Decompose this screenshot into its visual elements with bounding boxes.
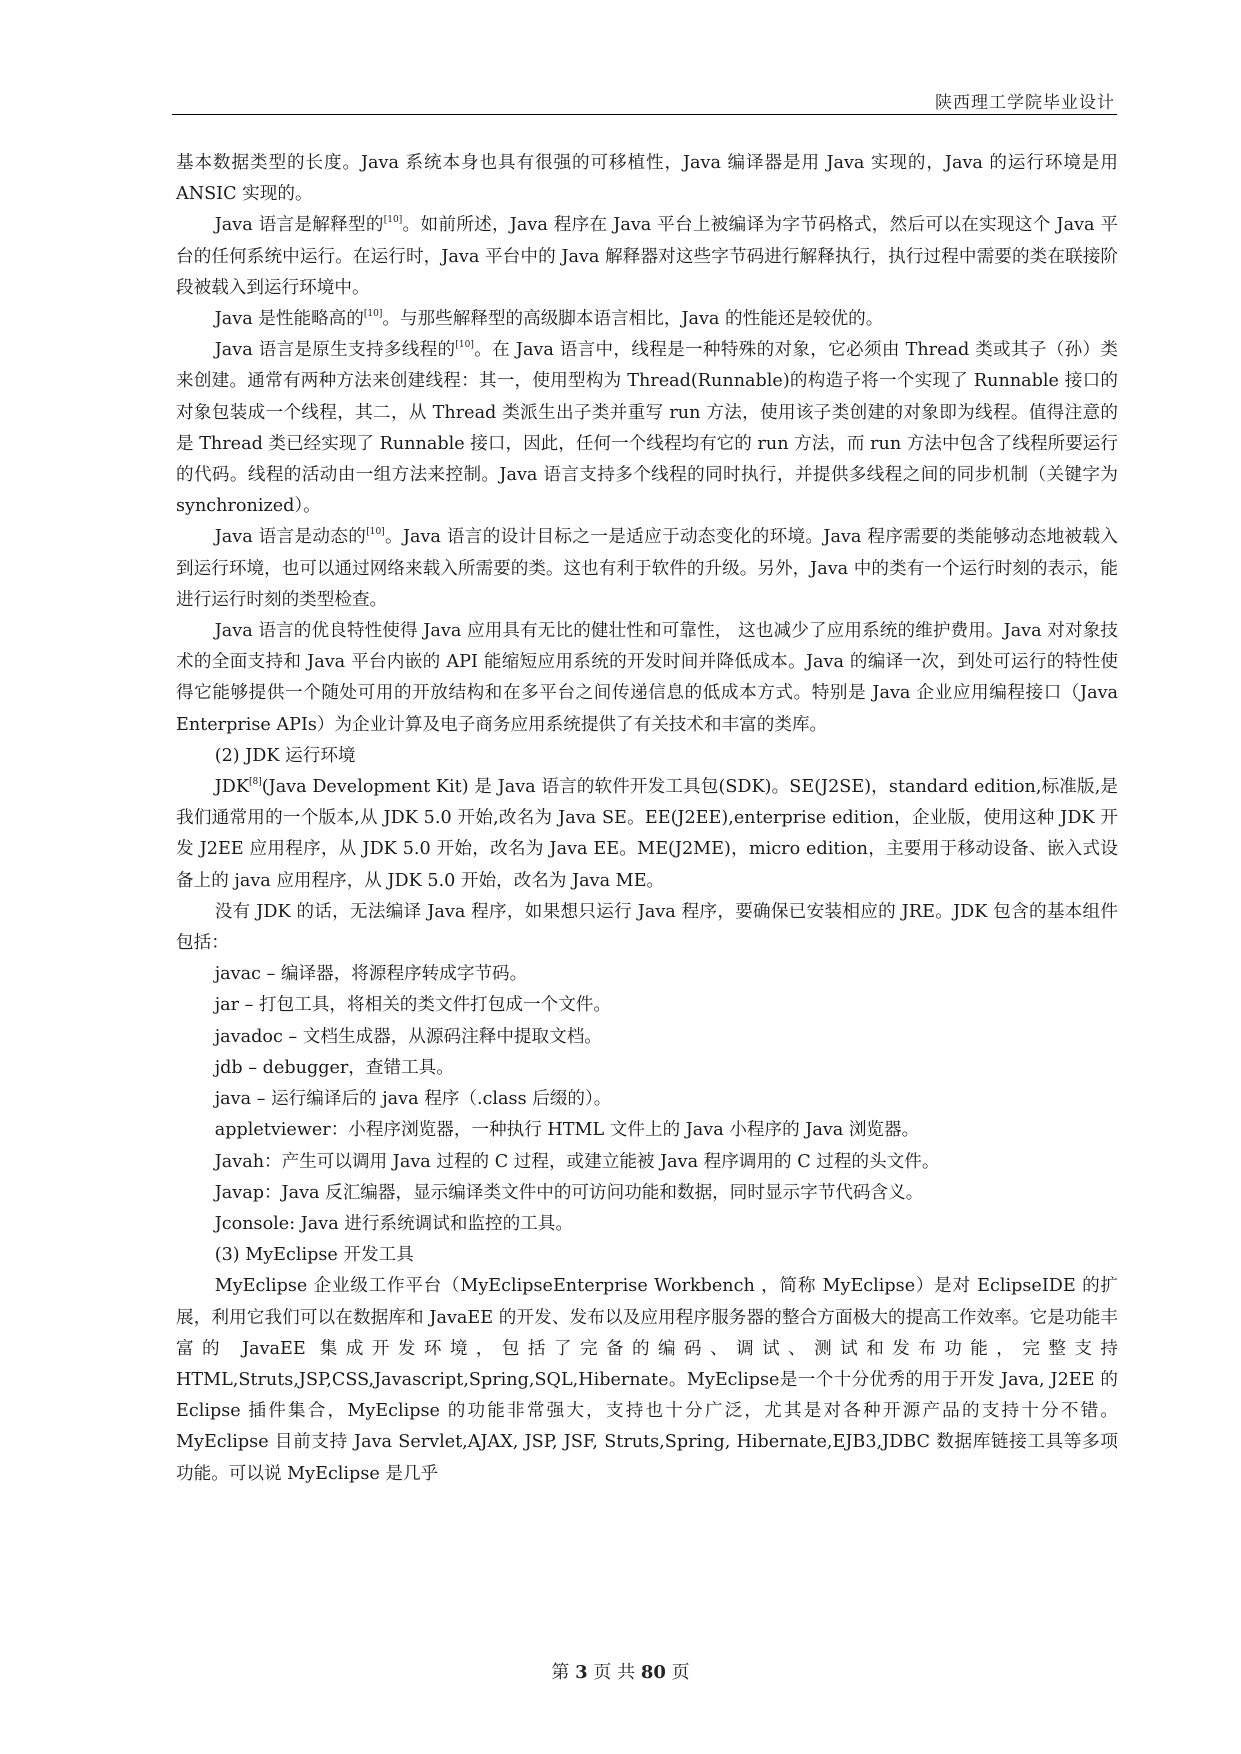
paragraph: Java 是性能略高的[10]。与那些解释型的高级脚本语言相比，Java 的性能还是较优的。 bbox=[214, 308, 884, 330]
footer-middle: 页 共 bbox=[593, 1662, 636, 1683]
citation-ref: [10] bbox=[455, 340, 474, 351]
page-number: 3 bbox=[575, 1662, 588, 1683]
section-heading: (2) JDK 运行环境 bbox=[214, 745, 356, 766]
list-item: jar – 打包工具，将相关的类文件打包成一个文件。 bbox=[214, 995, 611, 1016]
header-title: 陕西理工学院毕业设计 bbox=[935, 93, 1115, 113]
paragraph: Java 语言的优良特性使得 Java 应用具有无比的健壮性和可靠性， 这也减少了应用系统的维护费用。Java 对对象技术的全面支持和 Java 平台内嵌的 API 能缩短应用系统的开发时间并降低成本。Java 的编译一次，到处可运行的特性使得它能够提供一个随处可用的开放结构和在多平台之间传递信息的低成本方式。特别是 Java 企业应用编程接口（Java Enterprise APIs）为企业计算及电子商务应用系统提供了有关技术和丰富的类库。 bbox=[176, 621, 1118, 735]
paragraph: Java 语言是原生支持多线程的[10]。在 Java 语言中，线程是一种特殊的对象，它必须由 Thread 类或其子（孙）类来创建。通常有两种方法来创建线程：其一，使用型构为 Thread(Runnable)的构造子将一个实现了 Runnable 接口的对象包装成一个线程，其二，从 Thread 类派生出子类并重写 run 方法，使用该子类创建的对象即为线程。值得注意的是 Thread 类已经实现了 Runnable 接口，因此，任何一个线程均有它的 run 方法，而 run 方法中包含了线程所要运行的代码。线程的活动由一组方法来控制。Java 语言支持多个线程的同时执行，并提供多线程之间的同步机制（关键字为 synchronized）。 bbox=[176, 340, 1118, 517]
paragraph: MyEclipse 企业级工作平台（MyEclipseEnterprise Workbench ，简称 MyEclipse）是对 EclipseIDE 的扩展，利用它我们可以在数据库和 JavaEE 的开发、发布以及应用程序服务器的整合方面极大的提高工作效率。它是功能丰富的 JavaEE 集成开发环境，包括了完备的编码、调试、测试和发布功能，完整支持 HTML,Struts,JSP,CSS,Javascript,Spring,SQL,Hibernate。MyEclipse是一个十分优秀的用于开发 Java, J2EE 的 Eclipse 插件集合，MyEclipse 的功能非常强大，支持也十分广泛，尤其是对各种开源产品的支持十分不错。MyEclipse 目前支持 Java Servlet,AJAX, JSP, JSF, Struts,Spring, Hibernate,EJB3,JDBC 数据库链接工具等多项功能。可以说 MyEclipse 是几乎 bbox=[176, 1276, 1118, 1484]
footer-suffix: 页 bbox=[671, 1662, 690, 1683]
list-item: javadoc – 文档生成器，从源码注释中提取文档。 bbox=[214, 1026, 602, 1047]
paragraph: JDK[8](Java Development Kit) 是 Java 语言的软件开发工具包(SDK)。SE(J2SE)，standard edition,标准版,是我们通常用的一个版本,从 JDK 5.0 开始,改名为 Java SE。EE(J2EE),enterprise edition，企业版，使用这种 JDK 开发 J2EE 应用程序，从 JDK 5.0 开始，改名为 Java EE。ME(J2ME)，micro edition，主要用于移动设备、嵌入式设备上的 java 应用程序，从 JDK 5.0 开始，改名为 Java ME。 bbox=[176, 776, 1118, 891]
citation-ref: [8] bbox=[249, 776, 262, 787]
page-header bbox=[172, 84, 1117, 115]
list-item: Jconsole: Java 进行系统调试和监控的工具。 bbox=[214, 1213, 574, 1234]
citation-ref: [10] bbox=[363, 308, 383, 319]
section-heading: (3) MyEclipse 开发工具 bbox=[214, 1245, 414, 1266]
paragraph: 没有 JDK 的话，无法编译 Java 程序，如果想只运行 Java 程序，要确保已安装相应的 JRE。JDK 包含的基本组件包括： bbox=[176, 901, 1118, 954]
paragraph: Java 语言是解释型的[10]。如前所述，Java 程序在 Java 平台上被编译为字节码格式，然后可以在实现这个 Java 平台的任何系统中运行。在运行时，Java 平台中的 Java 解释器对这些字节码进行解释执行，执行过程中需要的类在联接阶段被载入到运行环境中。 bbox=[176, 215, 1118, 298]
paragraph: Java 语言是动态的[10]。Java 语言的设计目标之一是适应于动态变化的环境。Java 程序需要的类能够动态地被载入到运行环境，也可以通过网络来载入所需要的类。这也有利于软件的升级。另外，Java 中的类有一个运行时刻的表示，能进行运行时刻的类型检查。 bbox=[176, 527, 1118, 610]
list-item: jdb – debugger，查错工具。 bbox=[214, 1057, 454, 1078]
total-pages: 80 bbox=[640, 1662, 666, 1683]
citation-ref: [10] bbox=[383, 215, 403, 226]
page-footer bbox=[0, 1658, 1241, 1684]
citation-ref: [10] bbox=[366, 527, 385, 538]
paragraph: 基本数据类型的长度。Java 系统本身也具有很强的可移植性，Java 编译器是用 Java 实现的，Java 的运行环境是用 ANSIC 实现的。 bbox=[176, 153, 1118, 205]
footer-prefix: 第 bbox=[551, 1662, 570, 1683]
body-text bbox=[176, 148, 1118, 1490]
list-item: java – 运行编译后的 java 程序（.class 后缀的）。 bbox=[214, 1089, 612, 1110]
list-item: javac – 编译器，将源程序转成字节码。 bbox=[214, 964, 528, 985]
list-item: appletviewer：小程序浏览器，一种执行 HTML 文件上的 Java 小程序的 Java 浏览器。 bbox=[214, 1120, 920, 1141]
list-item: Javah：产生可以调用 Java 过程的 C 过程，或建立能被 Java 程序调用的 C 过程的头文件。 bbox=[214, 1151, 940, 1172]
component-list bbox=[176, 959, 1118, 1240]
list-item: Javap：Java 反汇编器，显示编译类文件中的可访问功能和数据，同时显示字节代码含义。 bbox=[214, 1182, 924, 1203]
